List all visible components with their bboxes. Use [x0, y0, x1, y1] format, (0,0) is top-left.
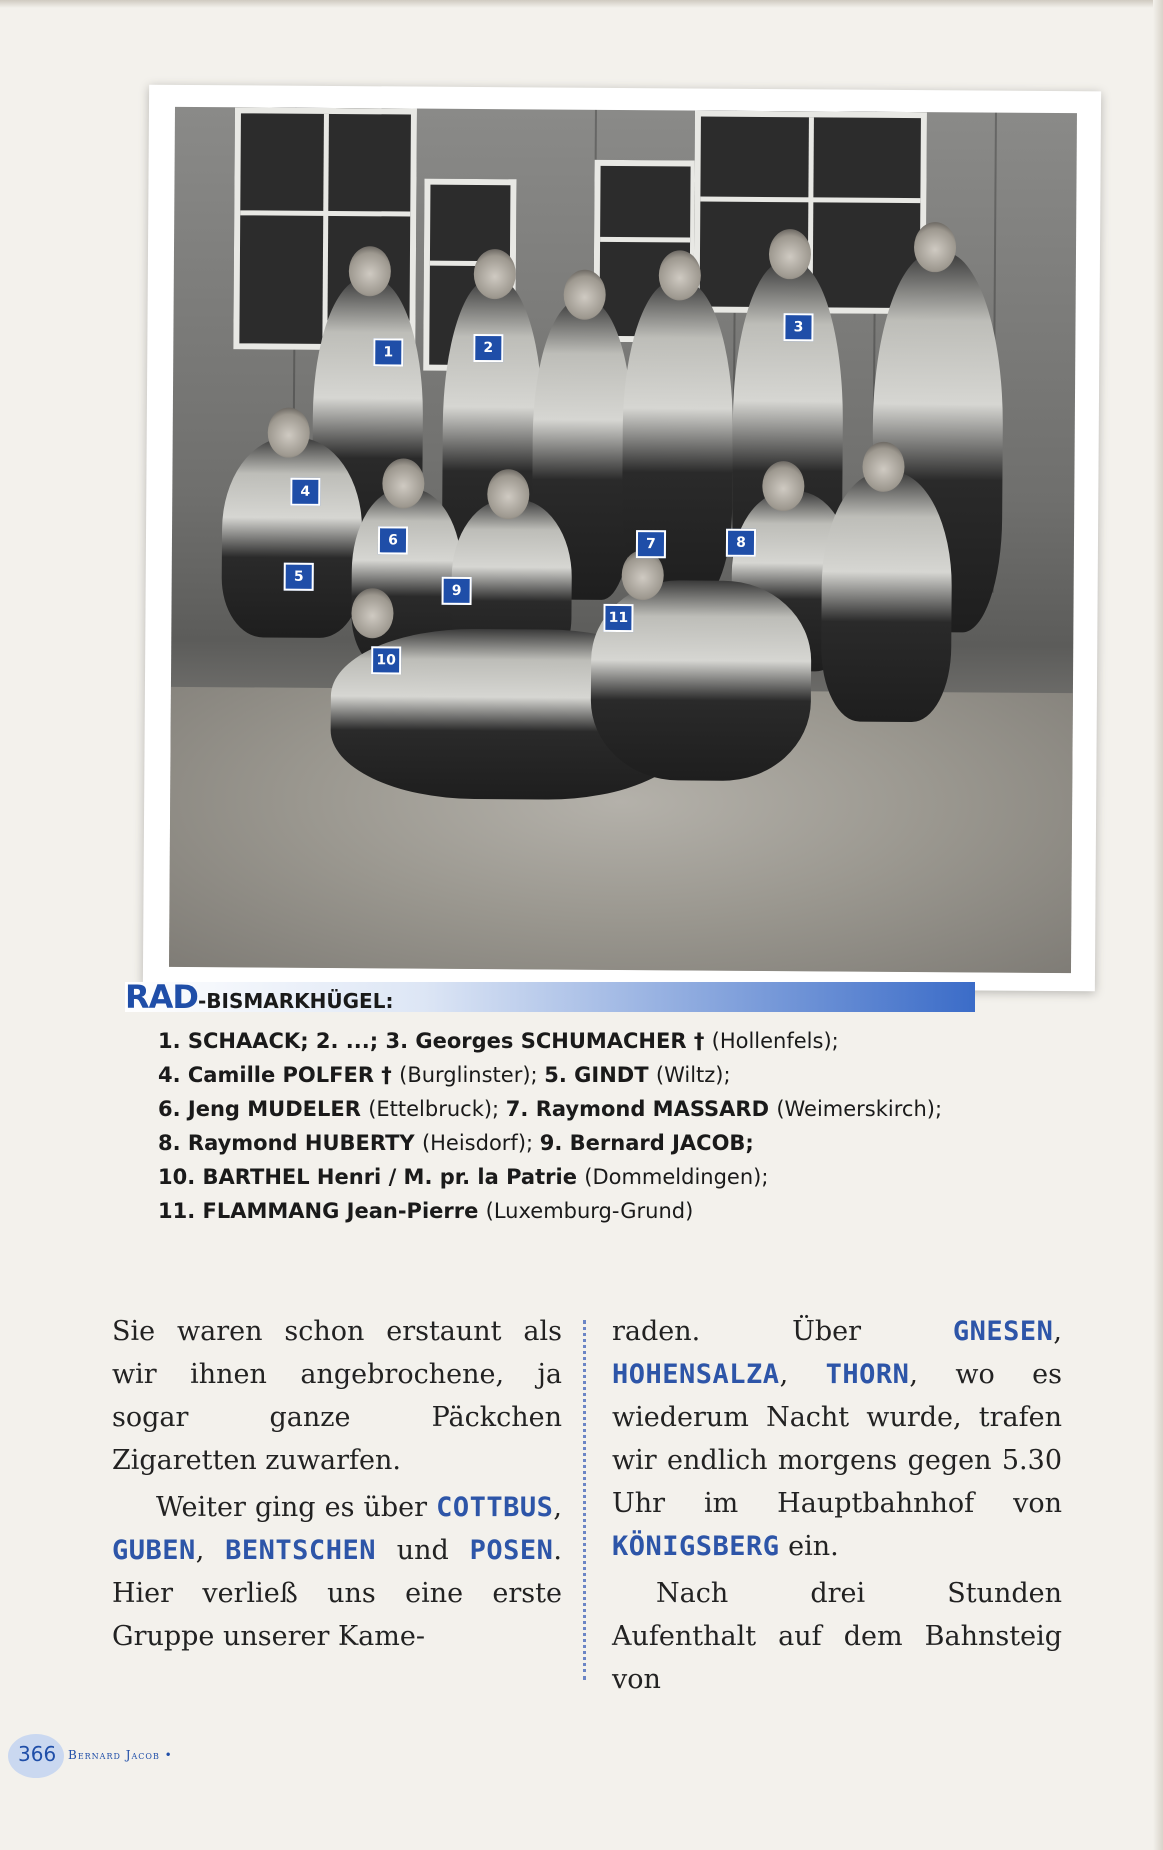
- place-name: BENTSCHEN: [225, 1535, 376, 1566]
- caption-place: (Weimerskirch);: [776, 1097, 943, 1121]
- person-figure: [221, 437, 362, 638]
- person-marker: 11: [603, 604, 633, 632]
- photo-frame: [143, 85, 1101, 992]
- caption-line: [158, 1126, 1018, 1160]
- group-photograph: [169, 107, 1077, 973]
- person-head: [659, 250, 701, 300]
- caption-title: [125, 978, 393, 1016]
- text-column-left: [112, 1310, 562, 1658]
- page-binding-edge: [1153, 0, 1163, 1850]
- caption-place: (Ettelbruck);: [368, 1097, 506, 1121]
- page-top-edge: [0, 0, 1163, 8]
- place-name: GUBEN: [112, 1535, 196, 1566]
- caption-line: [158, 1092, 1018, 1126]
- paragraph: raden. Über GNESEN, HOHENSALZA, THORN, wo es wiederum Nacht wurde, trafen wir endlich morgens gegen 5.30 Uhr im Hauptbahnhof von KÖNIGSBERG ein.: [612, 1316, 1062, 1562]
- caption-place: (Luxemburg-Grund): [485, 1199, 694, 1223]
- person-head: [349, 246, 391, 296]
- caption-name: 9. Bernard JACOB;: [539, 1131, 754, 1155]
- caption-name: 6. Jeng MUDELER: [158, 1097, 369, 1121]
- caption-name: 7. Raymond MASSARD: [505, 1097, 777, 1121]
- running-head: Bernard Jacob •: [68, 1748, 173, 1762]
- person-head: [474, 249, 516, 299]
- place-name: HOHENSALZA: [612, 1359, 780, 1390]
- person-marker: 6: [378, 526, 408, 554]
- page-number: 366: [18, 1742, 57, 1766]
- person-head: [268, 408, 310, 458]
- person-head: [914, 222, 956, 272]
- caption-name: 11. FLAMMANG Jean-Pierre: [158, 1199, 486, 1223]
- caption-place: (Burglinster);: [399, 1063, 545, 1087]
- caption-line: [158, 1194, 1018, 1228]
- text-column-right: [612, 1310, 1062, 1701]
- caption-name-list: [158, 1024, 1018, 1228]
- caption-name: 1. SCHAACK; 2. ...; 3. Georges SCHUMACHER †: [158, 1029, 712, 1053]
- person-head: [564, 270, 606, 320]
- place-name: THORN: [825, 1359, 910, 1390]
- person-marker: 1: [373, 338, 403, 366]
- paragraph: Weiter ging es über COTTBUS, GUBEN, BENTSCHEN und POSEN. Hier verließ uns eine erste Gruppe unserer Kame-: [112, 1492, 562, 1652]
- place-name: POSEN: [469, 1535, 554, 1566]
- caption-place: (Hollenfels);: [711, 1029, 839, 1053]
- person-head: [862, 442, 904, 492]
- caption-title-rad: RAD: [125, 978, 198, 1016]
- person-head: [351, 588, 393, 638]
- paragraph: Nach drei Stunden Aufenthalt auf dem Bahnsteig von: [612, 1578, 1062, 1695]
- caption-name: 4. Camille POLFER †: [158, 1063, 400, 1087]
- person-marker: 7: [636, 530, 666, 558]
- caption-line: [158, 1024, 1018, 1058]
- paragraph: Sie waren schon erstaunt als wir ihnen angebrochene, ja sogar ganze Päckchen Zigaretten zuwarfen.: [112, 1316, 562, 1476]
- person-head: [762, 461, 804, 511]
- place-name: GNESEN: [952, 1316, 1054, 1347]
- person-head: [382, 458, 424, 508]
- person-marker: 8: [726, 529, 756, 557]
- person-head: [487, 469, 529, 519]
- person-marker: 3: [783, 313, 813, 341]
- person-marker: 2: [473, 334, 503, 362]
- caption-line: [158, 1160, 1018, 1194]
- caption-name: 10. BARTHEL Henri / M. pr. la Patrie: [158, 1165, 585, 1189]
- place-name: KÖNIGSBERG: [612, 1531, 780, 1562]
- caption-name: 5. GINDT: [544, 1063, 656, 1087]
- person-figure: [821, 471, 953, 722]
- caption-name: 8. Raymond HUBERTY: [158, 1131, 422, 1155]
- caption-title-location: -BISMARKHÜGEL:: [197, 989, 394, 1013]
- caption-place: (Heisdorf);: [421, 1131, 540, 1155]
- caption-place: (Dommeldingen);: [584, 1165, 769, 1189]
- place-name: COTTBUS: [436, 1492, 554, 1523]
- caption-place: (Wiltz);: [655, 1063, 731, 1087]
- person-marker: 10: [371, 646, 401, 674]
- person-marker: 4: [290, 478, 320, 506]
- person-head: [769, 229, 811, 279]
- column-divider: [583, 1320, 586, 1680]
- person-marker: 9: [442, 577, 472, 605]
- person-marker: 5: [284, 563, 314, 591]
- caption-line: [158, 1058, 1018, 1092]
